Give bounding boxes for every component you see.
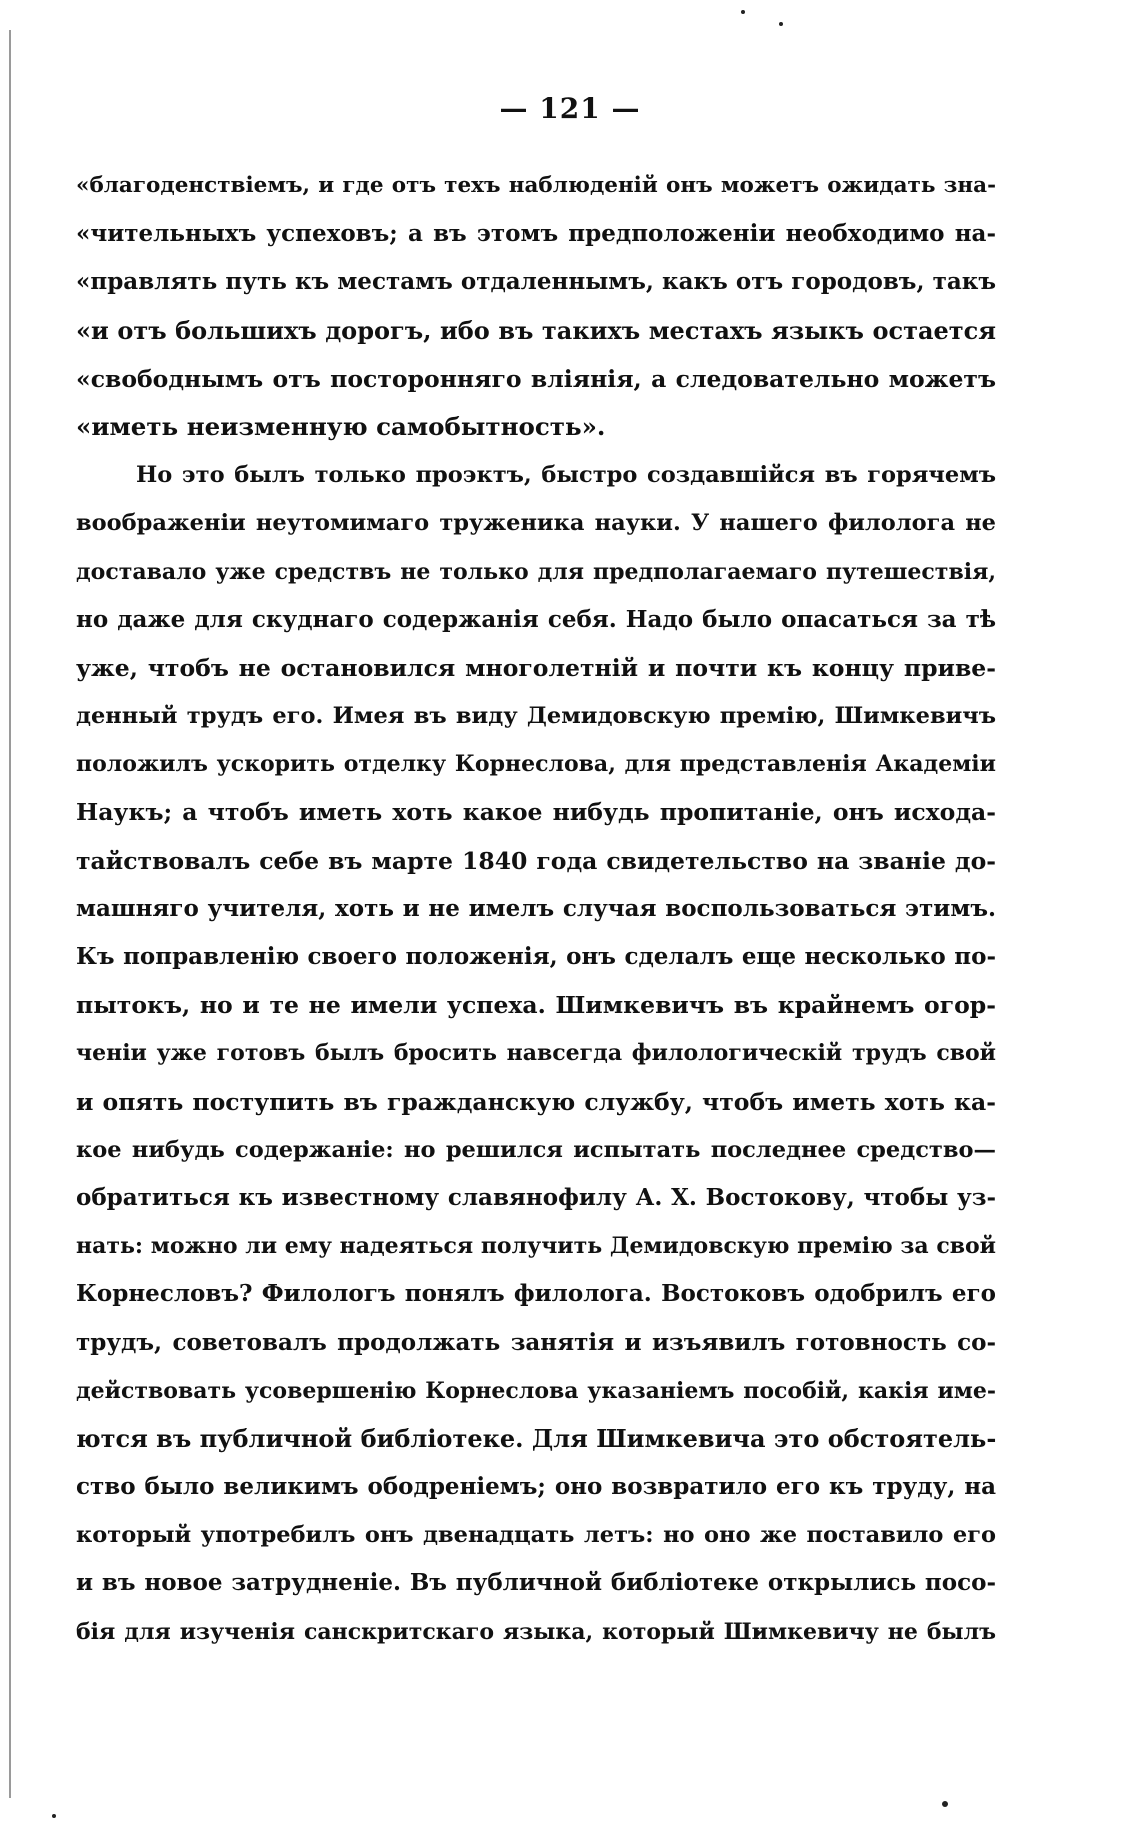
ink-speck [52,1814,56,1818]
text-line: ство было великимъ ободреніемъ; оно возвратило его къ труду, на [76,1473,996,1501]
text-line: нать: можно ли ему надеяться получить Демидовскую премію за свой [76,1233,996,1260]
text-line: который употребилъ онъ двенадцать летъ: но оно же поставило его [76,1522,996,1549]
text-line: кое нибудь содержаніе: но решился испытать последнее средство— [76,1136,996,1163]
text-line: действовать усовершенію Корнеслова указаніемъ пособій, какія име- [76,1377,996,1404]
text-line: бія для изученія санскритскаго языка, который Шимкевичу не былъ [76,1618,996,1645]
text-line: Корнесловъ? Филологъ понялъ филолога. Востоковъ одобрилъ его [76,1280,996,1308]
text-line: обратиться къ известному славянофилу А. Х. Востокову, чтобы уз- [76,1183,996,1211]
text-line: и опять поступить въ гражданскую службу, чтобъ иметь хоть ка- [76,1087,996,1116]
ink-speck [779,22,783,26]
page-number: — 121 — [499,92,641,125]
text-line: Но это былъ только проэктъ, быстро создавшійся въ горячемъ [136,462,996,489]
text-line: пытокъ, но и те не имели успеха. Шимкевичъ въ крайнемъ огор- [76,991,996,1020]
text-line: уже, чтобъ не остановился многолетній и почти къ концу приве- [76,653,996,682]
text-line: положилъ ускорить отделку Корнеслова, для представленія Академіи [76,751,996,778]
text-line: Наукъ; а чтобъ иметь хоть какое нибудь пропитаніе, онъ исхода- [76,798,996,827]
text-line: «чительныхъ успеховъ; а въ этомъ предположеніи необходимо на- [76,220,996,248]
ink-speck [942,1801,948,1807]
page-edge-shadow [9,30,11,1798]
text-line: «свободнымъ отъ посторонняго вліянія, а следовательно можетъ [76,364,996,393]
text-line: «правлять путь къ местамъ отдаленнымъ, какъ отъ городовъ, такъ [76,268,996,296]
text-line: ются въ публичной библіотеке. Для Шимкевича это обстоятель- [76,1423,997,1453]
text-line: Къ поправленію своего положенія, онъ сделалъ еще несколько по- [76,943,996,970]
text-line: «и отъ большихъ дорогъ, ибо въ такихъ местахъ языкъ остается [76,315,996,345]
text-line: но даже для скуднаго содержанія себя. Надо было опасаться за тѣ [76,605,996,633]
text-line: машняго учителя, хоть и не имелъ случая воспользоваться этимъ. [76,894,996,922]
text-line: воображеніи неутомимаго труженика науки. У нашего филолога не [76,510,996,537]
text-line: доставало уже средствъ не только для предполагаемаго путешествія, [76,558,996,585]
text-line: ченіи уже готовъ былъ бросить навсегда филологическій трудъ свой [76,1040,996,1067]
body-text [76,162,996,1656]
text-line: и въ новое затрудненіе. Въ публичной библіотеке открылись посо- [76,1569,996,1597]
text-line: денный трудъ его. Имея въ виду Демидовскую премію, Шимкевичъ [76,703,996,730]
text-line: «иметь неизменную самобытность». [76,411,606,441]
text-line: «благоденствіемъ, и где отъ техъ наблюденій онъ можетъ ожидать зна- [76,173,996,198]
text-line: трудъ, советовалъ продолжать занятія и изъявилъ готовность со- [76,1328,996,1356]
ink-speck [741,10,745,14]
text-line: тайствовалъ себе въ марте 1840 года свидетельство на званіе до- [76,846,996,875]
